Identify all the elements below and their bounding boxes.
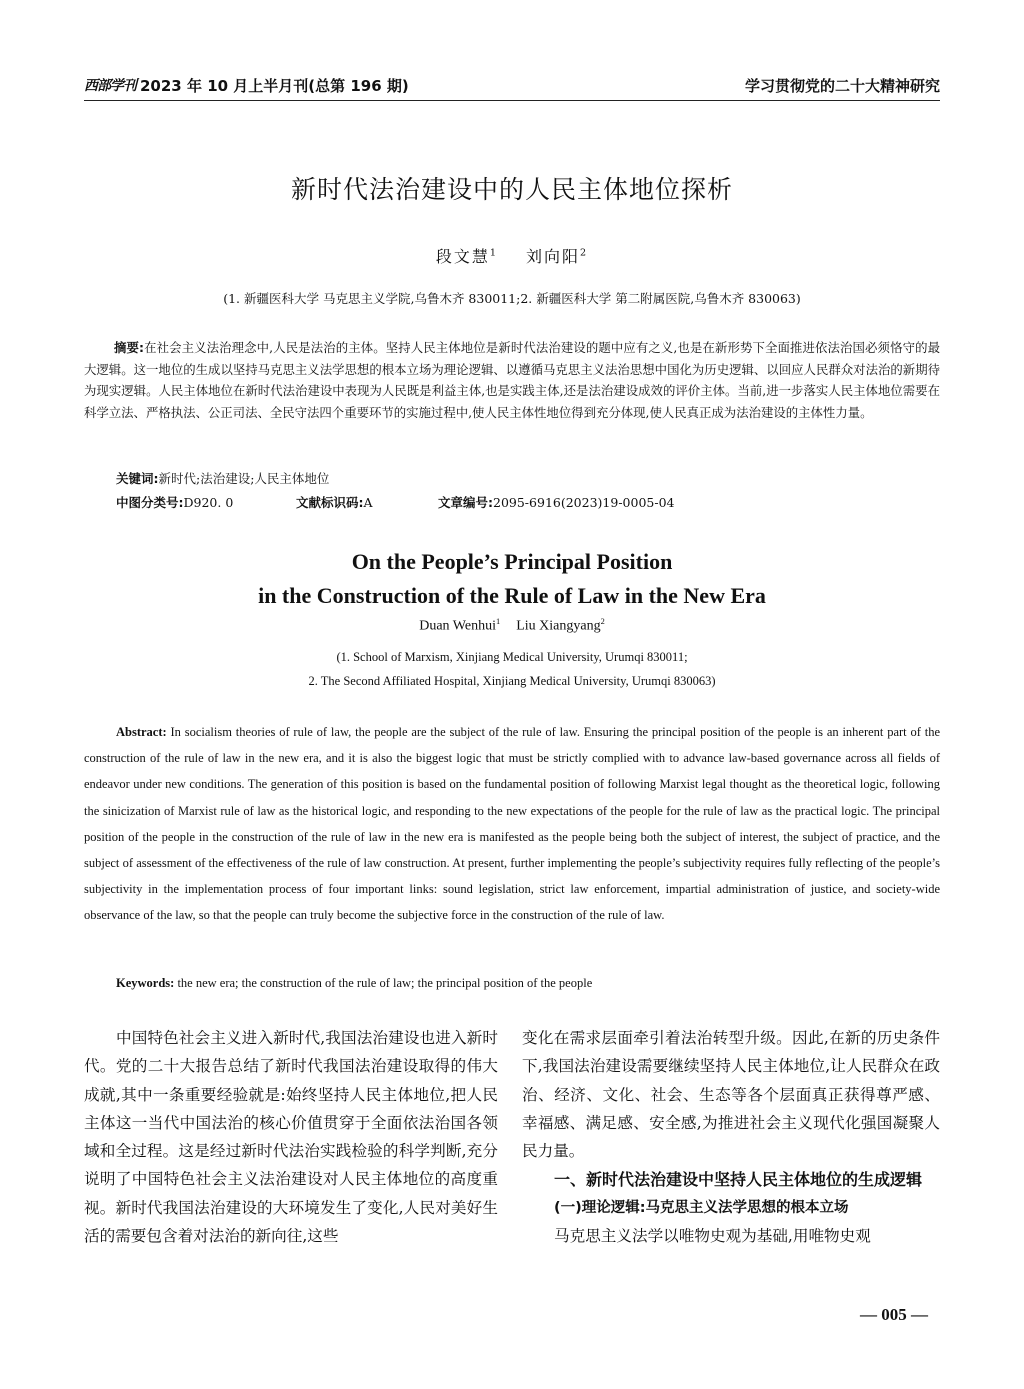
header-left bbox=[84, 75, 409, 96]
author-2-cn: 刘向阳 bbox=[526, 247, 581, 266]
issue-info: 2023 年 10 月上半月刊(总第 196 期) bbox=[140, 76, 409, 95]
title-en-line-1: On the People’s Principal Position bbox=[351, 549, 673, 574]
section-heading: 一、新时代法治建设中坚持人民主体地位的生成逻辑 bbox=[554, 1170, 923, 1190]
affiliation-en bbox=[0, 645, 1024, 693]
body-paragraph: 马克思主义法学以唯物史观为基础,用唯物史观 bbox=[554, 1227, 871, 1246]
running-header bbox=[84, 70, 940, 101]
column-name: 学习贯彻党的二十大精神研究 bbox=[744, 76, 940, 95]
authors-en bbox=[0, 617, 1024, 635]
affiliation-cn: (1. 新疆医科大学 马克思主义学院,乌鲁木齐 830011;2. 新疆医科大学 第二附属医院,乌鲁木齐 830063) bbox=[223, 291, 801, 306]
abstract-cn-label: 摘要: bbox=[114, 340, 144, 355]
title-en-line-2: in the Construction of the Rule of Law in the New Era bbox=[258, 583, 766, 608]
page-number: — 005 — bbox=[860, 1305, 928, 1324]
body-column-left bbox=[84, 1024, 498, 1250]
keywords-cn-text: 新时代;法治建设;人民主体地位 bbox=[158, 471, 330, 486]
clc-label: 中图分类号: bbox=[116, 495, 184, 510]
doc-code-value: A bbox=[363, 495, 373, 510]
subsection-heading: (一)理论逻辑:马克思主义法学思想的根本立场 bbox=[554, 1200, 849, 1217]
keywords-en-text: the new era; the construction of the rule of law; the principal position of the people bbox=[177, 976, 593, 990]
affiliation-en-line-1: (1. School of Marxism, Xinjiang Medical University, Urumqi 830011; bbox=[336, 650, 688, 664]
abstract-en-label: Abstract: bbox=[116, 725, 167, 739]
body-column-right bbox=[522, 1024, 940, 1251]
article-number-label: 文章编号: bbox=[438, 495, 493, 510]
abstract-cn-text: 在社会主义法治理念中,人民是法治的主体。坚持人民主体地位是新时代法治建设的题中应有之义,也是在新形势下全面推进依法治国必须恪守的最大逻辑。这一地位的生成以坚持马克思主义法学思想的根本立场为理论逻辑、以遵循马克思主义法治思想中国化为历史逻辑、以回应人民群众对法治的新期待为现实逻辑。人民主体地位在新时代法治建设中表现为人民既是利益主体,也是实践主体,还是法治建设成效的评价主体。当前,进一步落实人民主体地位需要在科学立法、严格执法、公正司法、全民守法四个重要环节的实施过程中,使人民主体性地位得到充分体现,使人民真正成为法治建设的主体性力量。 bbox=[84, 340, 940, 420]
classification-row bbox=[116, 493, 674, 511]
author-1-sup: 1 bbox=[489, 247, 498, 259]
author-2-en-sup: 2 bbox=[600, 617, 605, 626]
journal-logo: 西部学刊 bbox=[84, 78, 136, 94]
author-1-cn: 段文慧 bbox=[435, 247, 490, 266]
keywords-en bbox=[116, 976, 592, 991]
keywords-en-label: Keywords: bbox=[116, 976, 175, 990]
body-paragraph: 中国特色社会主义进入新时代,我国法治建设也进入新时代。党的二十大报告总结了新时代我国法治建设取得的伟大成就,其中一条重要经验就是:始终坚持人民主体地位,把人民主体这一当代中国法治的核心价值贯穿于全面依法治国各领域和全过程。这是经过新时代法治实践检验的科学判断,充分说明了中国特色社会主义法治建设对人民主体地位的高度重视。新时代我国法治建设的大环境发生了变化,人民对美好生活的需要包含着对法治的新向往,这些 bbox=[84, 1029, 498, 1246]
paper-title-en bbox=[0, 545, 1024, 613]
author-2-sup: 2 bbox=[580, 247, 589, 259]
doc-code-label: 文献标识码: bbox=[296, 495, 364, 510]
authors-cn bbox=[0, 244, 1024, 267]
article-number-value: 2095-6916(2023)19-0005-04 bbox=[493, 495, 675, 510]
affiliation-en-line-2: 2. The Second Affiliated Hospital, Xinjiang Medical University, Urumqi 830063) bbox=[308, 674, 716, 688]
keywords-cn-label: 关键词: bbox=[116, 471, 159, 486]
body-paragraph: 变化在需求层面牵引着法治转型升级。因此,在新的历史条件下,我国法治建设需要继续坚持人民主体地位,让人民群众在政治、经济、文化、社会、生态等各个层面真正获得尊严感、幸福感、满足感、安全感,为推进社会主义现代化强国凝聚人民力量。 bbox=[522, 1029, 940, 1161]
clc-value: D920. 0 bbox=[183, 495, 234, 510]
abstract-en bbox=[84, 719, 940, 929]
author-1-en: Duan Wenhui bbox=[419, 618, 497, 634]
paper-title-cn: 新时代法治建设中的人民主体地位探析 bbox=[290, 175, 733, 204]
abstract-cn bbox=[84, 337, 940, 423]
author-1-en-sup: 1 bbox=[496, 617, 501, 626]
keywords-cn bbox=[116, 469, 329, 487]
author-2-en: Liu Xiangyang bbox=[516, 618, 601, 634]
abstract-en-text: In socialism theories of rule of law, the people are the subject of the rule of law. Ensuring the principal position of the people is an inherent part of the construction of the rule of law in the new era, and it is also the biggest logic that must be strictly complied with to advance law-based governance across all fields of endeavor under new conditions. The generation of this position is based on the fundamental position of following Marxist legal thought as the theoretical logic, following the sinicization of Marxist rule of law as the historical logic, and responding to the new expectations of the people for the rule of law as the practical logic. The principal position of the people in the construction of the rule of law in the new era is manifested as the people being both the subject of interest, the subject of practice, and the subject of assessment of the effectiveness of the rule of law construction. At present, further implementing the people’s subjectivity requires fully reflecting of the people’s subjectivity in the implementation process of four important links: sound legislation, strict law enforcement, impartial administration of justice, and society-wide observance of the law, so that the people can truly become the subjective force in the construction of the rule of law. bbox=[84, 725, 940, 923]
